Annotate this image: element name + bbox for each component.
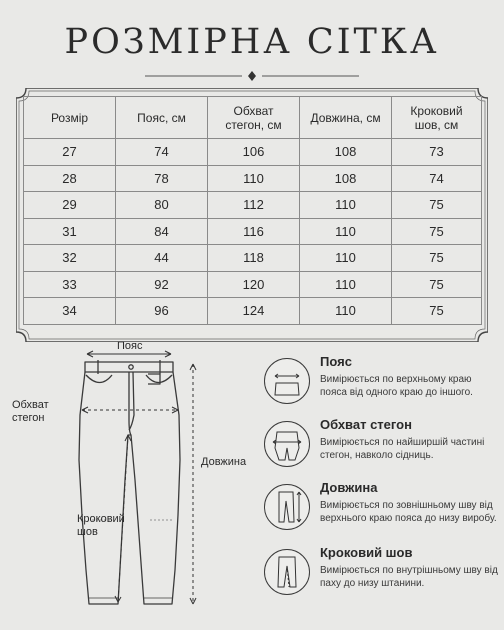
table-cell: 120 (208, 271, 300, 298)
waist-icon (264, 358, 310, 404)
table-cell: 75 (392, 192, 482, 219)
table-cell: 33 (24, 271, 116, 298)
table-row (24, 271, 482, 298)
jeans-diagram (0, 340, 260, 630)
table-cell: 74 (392, 165, 482, 192)
table-cell: 80 (116, 192, 208, 219)
table-cell: 110 (300, 271, 392, 298)
legend-desc: Вимірюється по найширшій частині стегон, навколо сідниць. (320, 437, 485, 461)
table-cell: 84 (116, 218, 208, 245)
size-table (23, 96, 482, 325)
table-cell: 73 (392, 139, 482, 166)
table-cell: 29 (24, 192, 116, 219)
waist-label: Пояс (117, 340, 143, 352)
table-cell: 32 (24, 245, 116, 272)
header-size: Розмір (24, 97, 116, 139)
table-cell: 75 (392, 298, 482, 325)
legend-desc: Вимірюється по зовнішньому шву від верхнього краю пояса до низу виробу. (320, 500, 497, 524)
table-cell: 27 (24, 139, 116, 166)
table-cell: 108 (300, 165, 392, 192)
header-inseam: Кроковий шов, см (392, 97, 482, 139)
inseam-icon (264, 549, 310, 595)
legend-desc: Вимірюється по внутрішньому шву від паху до низу штанини. (320, 565, 498, 589)
legend-desc: Вимірюється по верхньому краю пояса від одного краю до іншого. (320, 374, 473, 398)
legend-title: Кроковий шов (320, 545, 413, 560)
table-cell: 44 (116, 245, 208, 272)
table-header-row (24, 97, 482, 139)
table-row (24, 192, 482, 219)
table-row (24, 218, 482, 245)
legend-title: Обхват стегон (320, 417, 412, 432)
table-cell: 78 (116, 165, 208, 192)
length-label: Довжина (201, 456, 247, 468)
table-cell: 75 (392, 271, 482, 298)
table-cell: 110 (208, 165, 300, 192)
table-row (24, 245, 482, 272)
legend-title: Довжина (320, 480, 378, 495)
inseam-label: Кроковий шов (77, 513, 125, 538)
table-cell: 118 (208, 245, 300, 272)
table-cell: 110 (300, 218, 392, 245)
table-row (24, 165, 482, 192)
table-row (24, 298, 482, 325)
title-divider (145, 70, 359, 82)
table-cell: 110 (300, 245, 392, 272)
header-hips: Обхват стегон, см (208, 97, 300, 139)
table-cell: 124 (208, 298, 300, 325)
table-cell: 75 (392, 245, 482, 272)
table-cell: 28 (24, 165, 116, 192)
header-length: Довжина, см (300, 97, 392, 139)
hips-label: Обхват стегон (12, 399, 49, 424)
table-cell: 75 (392, 218, 482, 245)
jeans-illustration (0, 340, 260, 630)
table-cell: 74 (116, 139, 208, 166)
table-cell: 31 (24, 218, 116, 245)
table-cell: 112 (208, 192, 300, 219)
page-title: РОЗМІРНА СІТКА (64, 22, 440, 62)
table-cell: 106 (208, 139, 300, 166)
table-cell: 116 (208, 218, 300, 245)
table-cell: 34 (24, 298, 116, 325)
length-icon (264, 484, 310, 530)
table-cell: 110 (300, 192, 392, 219)
table-cell: 96 (116, 298, 208, 325)
header-waist: Пояс, см (116, 97, 208, 139)
legend-title: Пояс (320, 354, 352, 369)
hips-icon (264, 421, 310, 467)
table-cell: 108 (300, 139, 392, 166)
table-cell: 92 (116, 271, 208, 298)
table-cell: 110 (300, 298, 392, 325)
table-row (24, 139, 482, 166)
